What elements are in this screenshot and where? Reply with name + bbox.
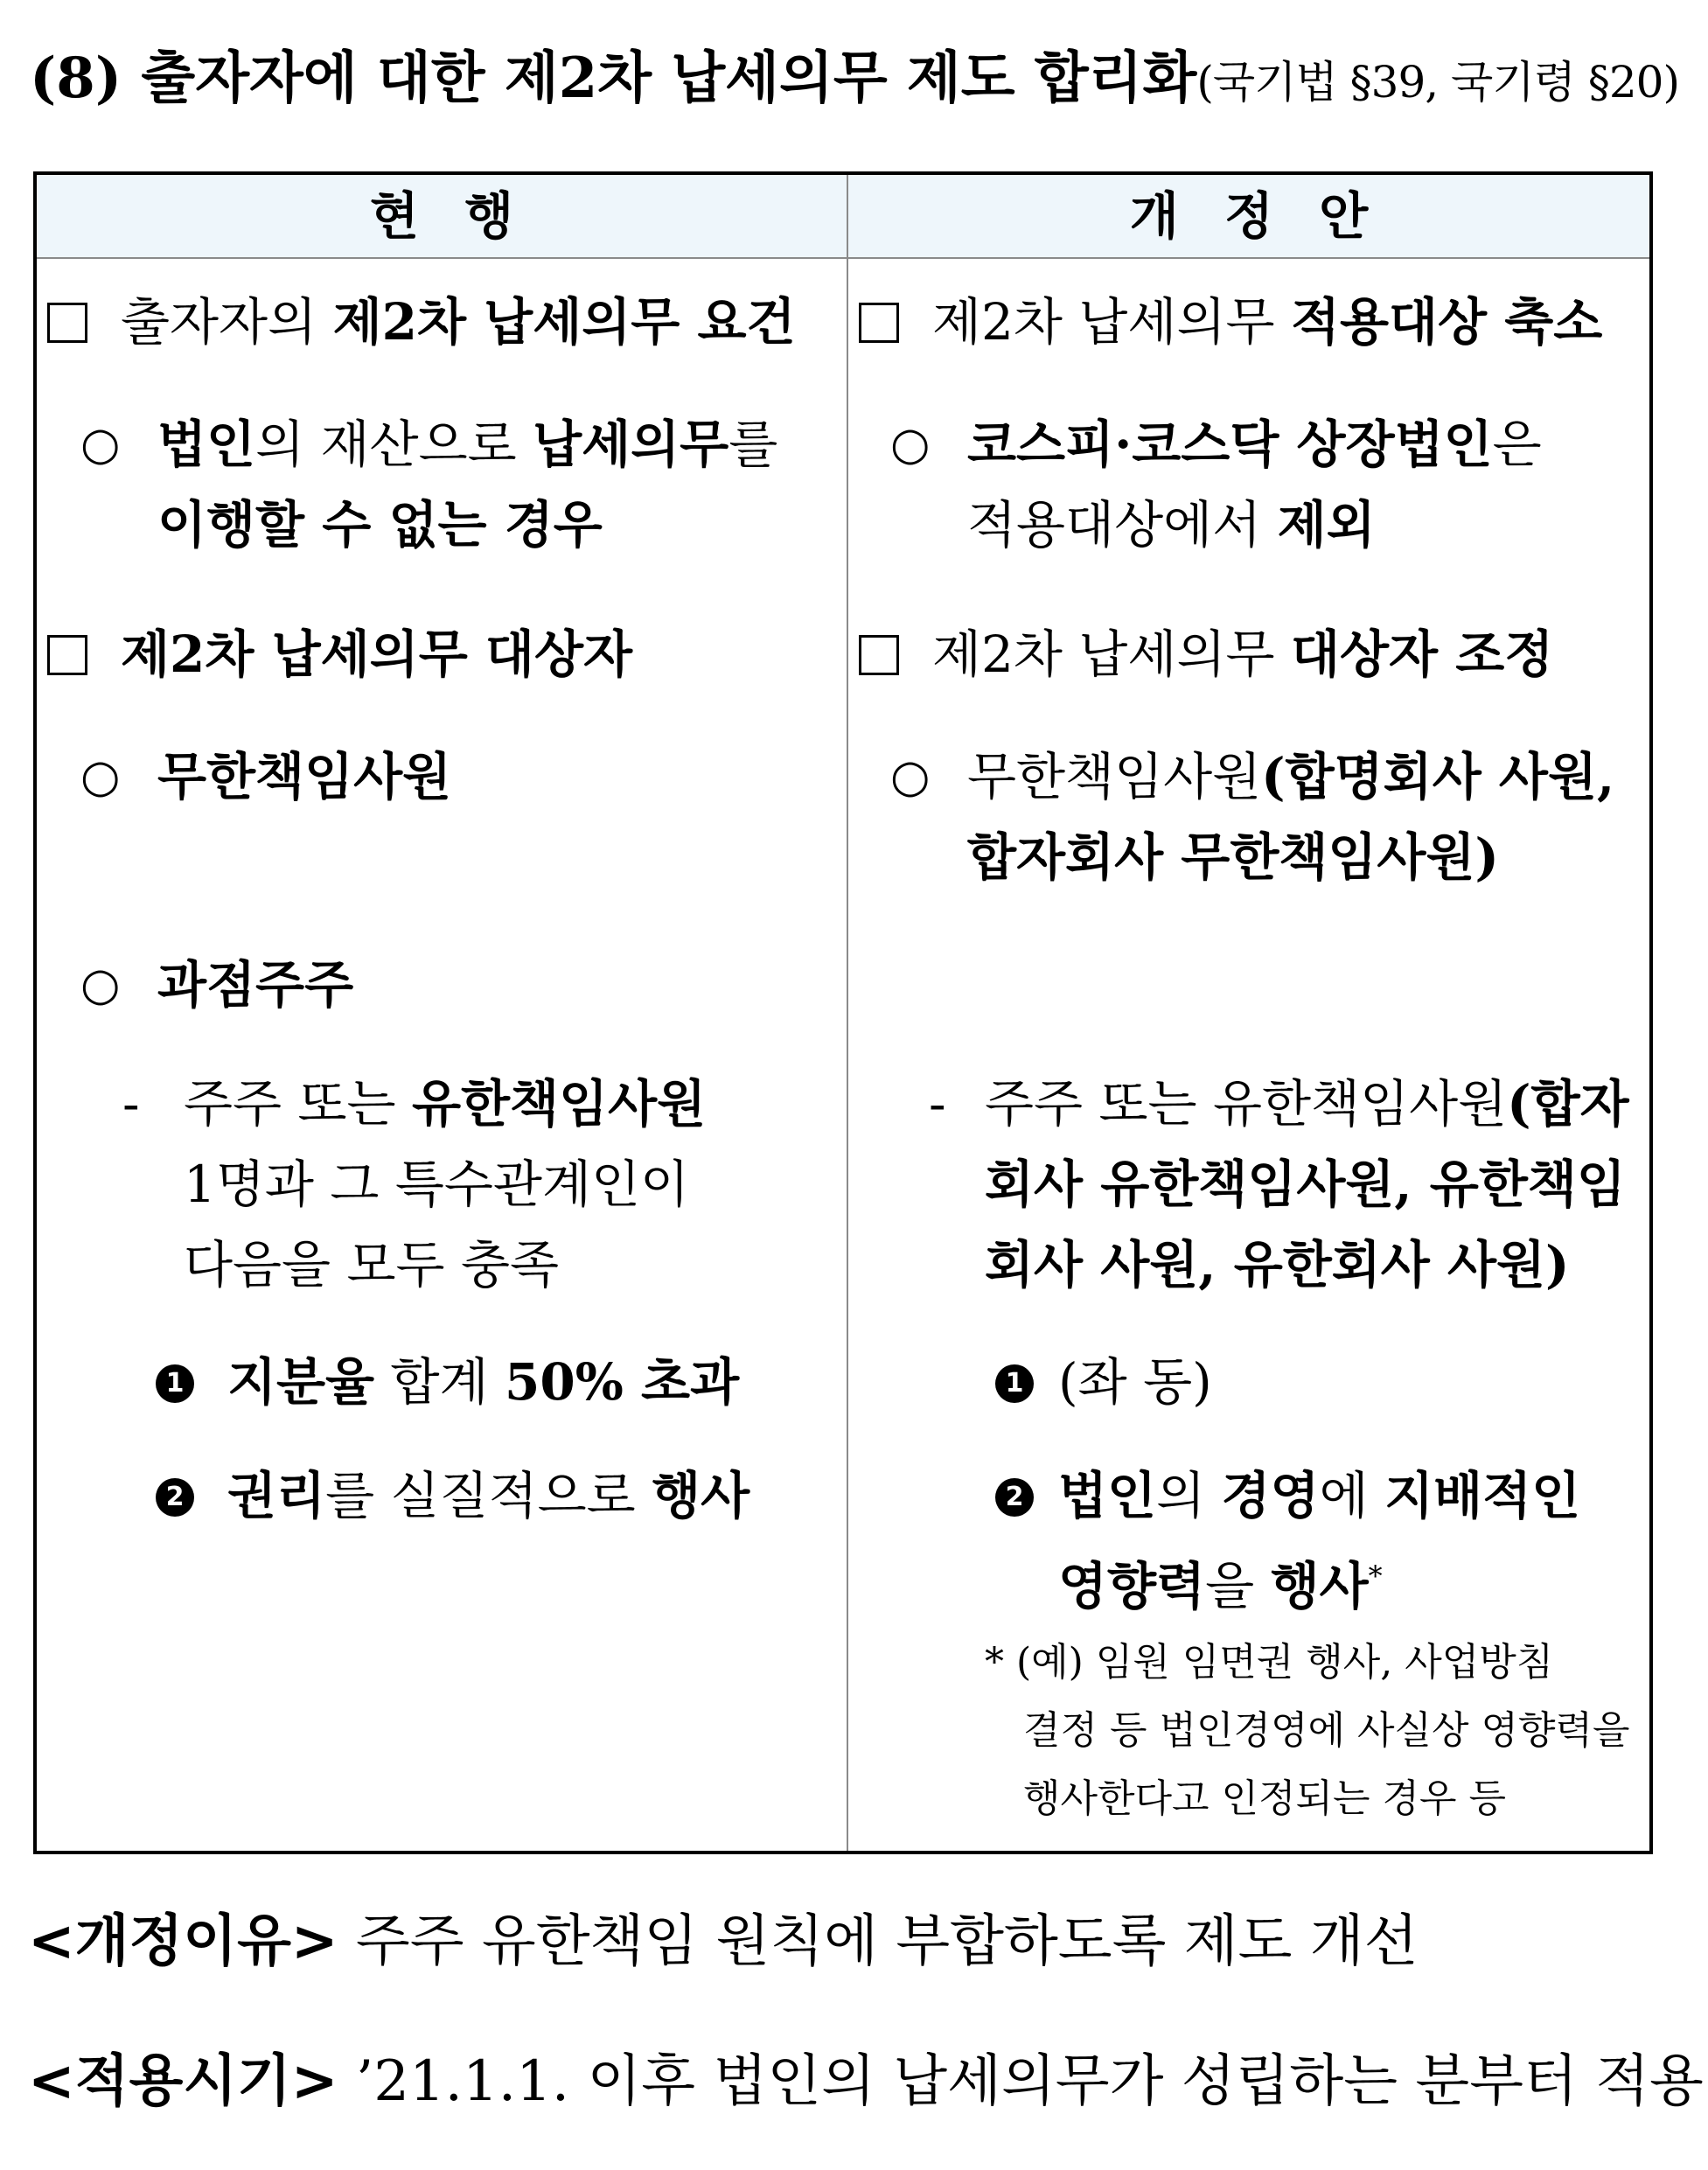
effective-date xyxy=(28,2038,1704,2125)
number-badge-1: 1 xyxy=(995,1364,1034,1403)
checkbox-square-icon xyxy=(47,303,87,343)
proposed-note-line1: * (예) 임원 임면권 행사, 사업방침 xyxy=(985,1640,1554,1685)
dash-bullet: - xyxy=(122,1074,140,1134)
section-title xyxy=(30,35,1691,126)
current-section1-item-line2: 이행할 수 없는 경우 xyxy=(157,495,603,555)
header-proposed: 개 정 안 xyxy=(1129,186,1369,246)
revision-reason-label: <개정이유> xyxy=(28,1909,338,1974)
effective-date-text: ’21.1.1. 이후 법인의 납세의무가 성립하는 분부터 적용 xyxy=(338,2049,1704,2114)
column-current xyxy=(37,259,847,1851)
current-condition2: 권리를 실질적으로 행사 xyxy=(227,1466,750,1525)
current-section1-item: 법인의 재산으로 납세의무를 xyxy=(157,415,778,474)
column-proposed xyxy=(848,259,1653,1851)
proposed-section2-item1-line2: 합자회사 무한책임사원) xyxy=(967,827,1499,887)
revision-reason-text: 주주 유한책임 원칙에 부합하도록 제도 개선 xyxy=(338,1909,1419,1974)
proposed-condition2-line2: 영향력을 행사* xyxy=(1058,1556,1383,1616)
current-condition1: 지분율 합계 50% 초과 xyxy=(227,1352,740,1412)
circle-bullet-icon: ○ xyxy=(890,750,931,803)
checkbox-square-icon xyxy=(859,635,899,675)
current-section2-sub: 주주 또는 유한책임사원 xyxy=(184,1074,707,1134)
section-title-main: (8) 출자자에 대한 제2차 납세의무 제도 합리화 xyxy=(30,45,1197,111)
proposed-condition2: 법인의 경영에 지배적인 xyxy=(1058,1466,1581,1525)
proposed-section1-heading: 제2차 납세의무 적용대상 축소 xyxy=(932,292,1603,352)
proposed-condition1: (좌 동) xyxy=(1058,1352,1212,1412)
table-header xyxy=(37,175,1649,259)
current-section2-item1: 무한책임사원 xyxy=(157,747,452,806)
number-badge-2: 2 xyxy=(156,1478,194,1517)
circle-bullet-icon: ○ xyxy=(80,959,121,1011)
proposed-section2-sub: 주주 또는 유한책임사원(합자 xyxy=(985,1074,1629,1134)
section-title-reference: (국기법 §39, 국기령 §20) xyxy=(1196,57,1679,108)
dash-bullet: - xyxy=(929,1074,946,1134)
current-section1-heading: 출자자의 제2차 납세의무 요건 xyxy=(121,292,796,352)
revision-reason xyxy=(28,1898,1418,1985)
proposed-section2-item1: 무한책임사원(합명회사 사원, xyxy=(967,747,1615,806)
number-badge-2: 2 xyxy=(995,1478,1034,1517)
checkbox-square-icon xyxy=(859,303,899,343)
circle-bullet-icon: ○ xyxy=(890,418,931,471)
checkbox-square-icon xyxy=(47,635,87,675)
proposed-section1-item-line2: 적용대상에서 제외 xyxy=(967,495,1376,555)
proposed-section1-item: 코스피·코스닥 상장법인은 xyxy=(967,415,1542,474)
proposed-note-line2: 결정 등 법인경영에 사실상 영향력을 xyxy=(1023,1708,1630,1753)
current-section2-sub-line2: 1명과 그 특수관계인이 xyxy=(184,1155,690,1214)
circle-bullet-icon: ○ xyxy=(80,418,121,471)
proposed-section2-sub-line2: 회사 유한책임사원, 유한책임 xyxy=(985,1155,1626,1214)
header-current: 현 행 xyxy=(369,186,514,246)
current-section2-item2: 과점주주 xyxy=(157,955,354,1015)
current-section2-sub-line3: 다음을 모두 충족 xyxy=(184,1235,560,1294)
current-section2-heading: 제2차 납세의무 대상자 xyxy=(121,624,632,684)
proposed-note-line3: 행사한다고 인정되는 경우 등 xyxy=(1023,1776,1507,1821)
proposed-section2-sub-line3: 회사 사원, 유한회사 사원) xyxy=(985,1235,1570,1294)
circle-bullet-icon: ○ xyxy=(80,750,121,803)
comparison-table xyxy=(33,171,1653,1854)
effective-date-label: <적용시기> xyxy=(28,2049,338,2114)
proposed-section2-heading: 제2차 납세의무 대상자 조정 xyxy=(932,624,1554,684)
number-badge-1: 1 xyxy=(156,1364,194,1403)
